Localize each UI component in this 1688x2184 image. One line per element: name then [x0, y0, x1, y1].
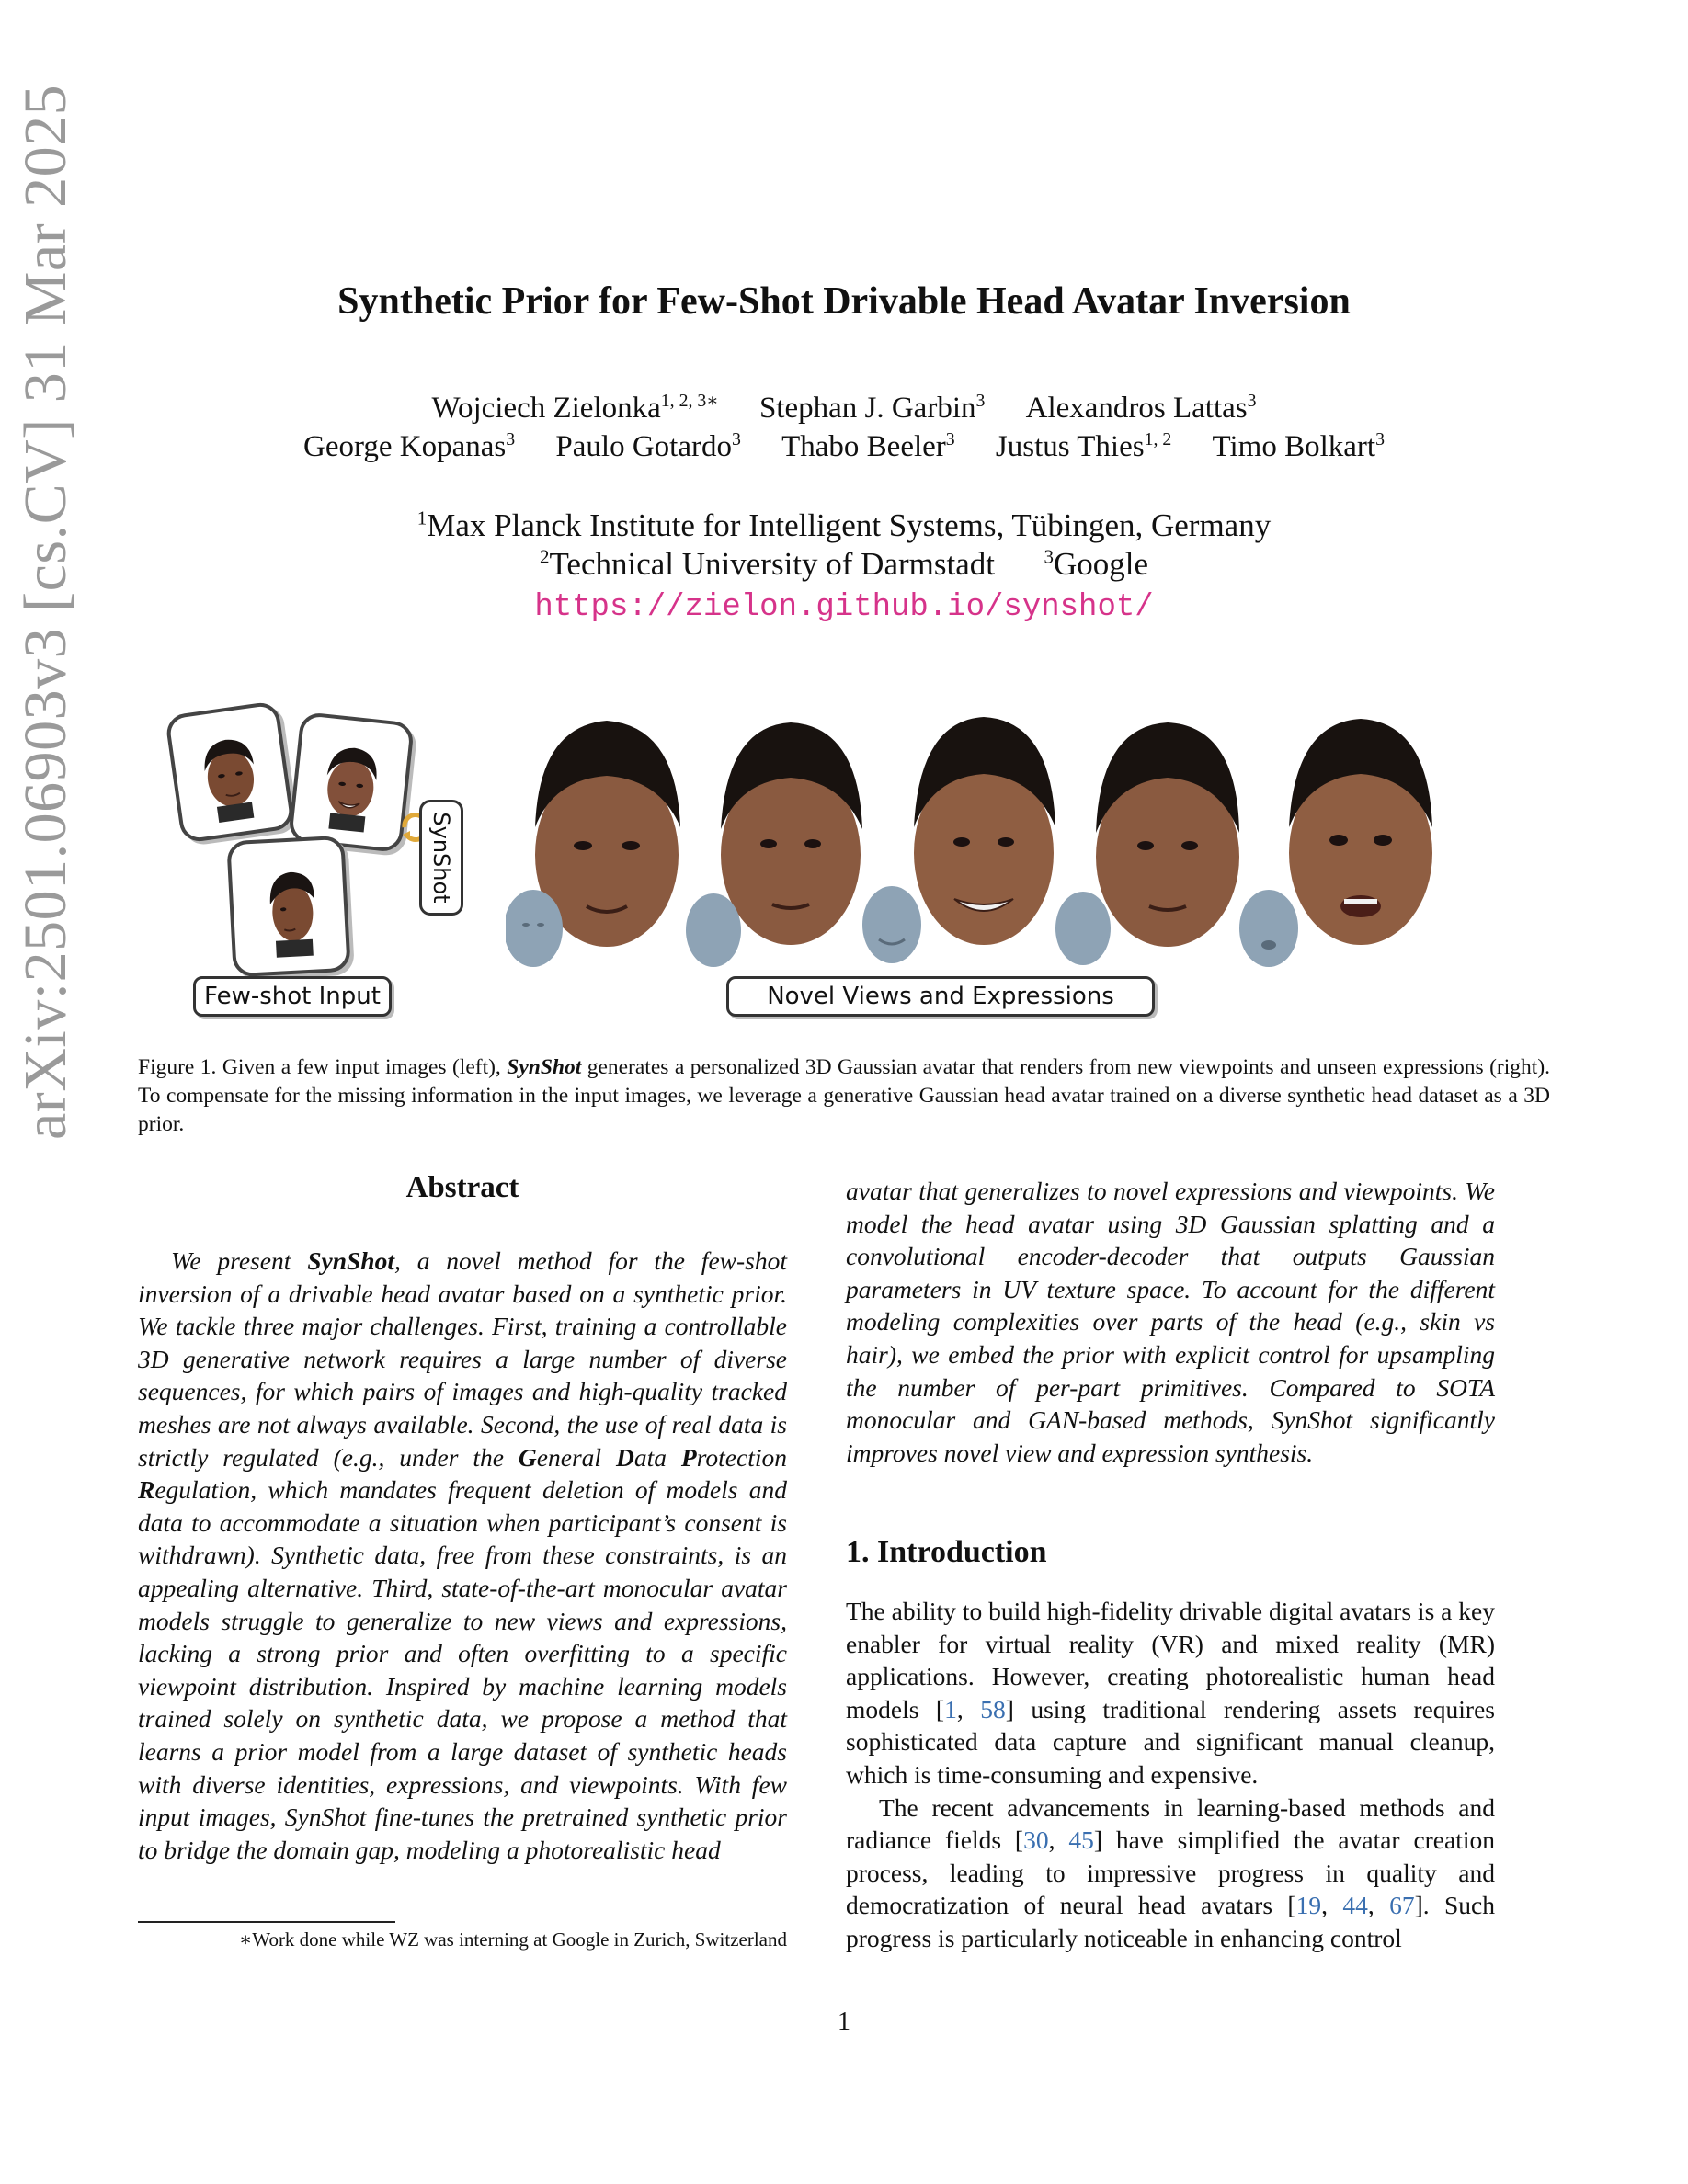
footnote: ∗Work done while WZ was interning at Google in Zurich, Switzerland	[239, 1928, 787, 1951]
arxiv-sidebar-id: arXiv:2501.06903v3 [cs.CV] 31 Mar 2025	[12, 84, 79, 1140]
paper-title: Synthetic Prior for Few-Shot Drivable Head Avatar Inversion	[337, 280, 1351, 323]
author: Alexandros Lattas$^3$	[1025, 391, 1257, 425]
affiliation-1: $^1$Max Planck Institute for Intelligent Systems, Tübingen, Germany	[416, 506, 1272, 543]
page-number: 1	[838, 2008, 850, 2036]
footnote-rule	[138, 1921, 395, 1923]
mesh-head-1	[506, 890, 563, 967]
author: George Kopanas$^3$	[303, 429, 516, 463]
author: Justus Thies$^{1, 2}$	[995, 429, 1172, 463]
mesh-head-5	[1239, 890, 1298, 967]
abstract-heading: Abstract	[405, 1171, 519, 1204]
citation-link[interactable]: 58	[980, 1694, 1006, 1723]
face-photo-profile	[240, 848, 337, 963]
input-photo-card	[288, 711, 415, 853]
synshot-tag: SynShot	[419, 800, 463, 916]
novel-views-label: Novel Views and Expressions	[726, 976, 1155, 1017]
author: Thabo Beeler$^3$	[781, 429, 955, 463]
few-shot-input-label: Few-shot Input	[193, 976, 392, 1017]
face-photo-smiling	[302, 725, 400, 838]
citation-link[interactable]: 19	[1295, 1891, 1322, 1920]
citation-link[interactable]: 30	[1023, 1826, 1049, 1855]
authors-row-2	[0, 430, 1688, 464]
abstract-continued: avatar that generalizes to novel expressions and viewpoints. We model the head avatar using 3D Gaussian splatting and a convolutional encoder-decoder that outputs Gaussian parameters in UV texture space. To account for the different modeling complexities over parts of the head (e.g., skin vs hair), we embed the prior with explicit control for upsampling the number of per-part primitives. Compared to SOTA monocular and GAN-based methods, SynShot significantly improves novel view and expression synthesis.	[846, 1177, 1495, 1467]
input-photo-card	[226, 836, 351, 977]
affiliation-2-3: $^2$Technical University of Darmstadt $^3$Google	[539, 545, 1149, 582]
author: Timo Bolkart$^3$	[1212, 429, 1385, 463]
citation-link[interactable]: 1	[944, 1694, 957, 1723]
input-photo-card	[165, 700, 295, 844]
rendered-head-3	[914, 717, 1055, 945]
section-heading-introduction: 1. Introduction	[846, 1535, 1047, 1569]
citation-link[interactable]: 67	[1389, 1891, 1415, 1920]
citation-link[interactable]: 44	[1342, 1891, 1368, 1920]
authors-row-1	[0, 392, 1688, 426]
teaser-figure	[165, 699, 1489, 1039]
mesh-head-3	[862, 886, 921, 963]
author: Wojciech Zielonka$^{1, 2, 3∗}$	[431, 391, 719, 425]
project-url-link[interactable]: https://zielon.github.io/synshot/	[534, 590, 1154, 625]
figure-caption: Figure 1. Given a few input images (left), SynShot generates a personalized 3D Gaussian avatar that renders from new viewpoints and unseen expressions (right). To compensate for the missing information in the input images, we leverage a generative Gaussian head avatar trained on a diverse synthetic head dataset as a 3D prior.	[138, 1055, 1551, 1136]
face-illustration	[240, 848, 337, 963]
abstract-body: We present SynShot, a novel method for the few-shot inversion of a drivable head avatar based on a synthetic prior. We tackle three major challenges. First, training a controllable 3D generative network requires a large number of diverse sequences, for which pairs of images and high-quality tracked meshes are not always available. Second, the use of real data is strictly regulated (e.g., under the General Data Protection Regulation, which mandates frequent deletion of models and data to accommodate a situation when participant’s consent is withdrawn). Synthetic data, free from these constraints, is an appealing alternative. Third, state-of-the-art monocular avatar models struggle to generalize to new views and expressions, lacking a strong prior and often overfitting to a specific viewpoint distribution. Inspired by machine learning models trained solely on synthetic data, we propose a method that learns a prior model from a large dataset of synthetic heads with diverse identities, expressions, and viewpoints. With few input images, SynShot fine-tunes the pretrained synthetic prior to bridge the domain gap, modeling a photorealistic head	[138, 1246, 787, 1864]
face-illustration	[179, 715, 281, 829]
author: Paulo Gotardo$^3$	[555, 429, 741, 463]
author: Stephan J. Garbin$^3$	[758, 391, 986, 425]
rendered-head-4	[1096, 722, 1239, 947]
novel-view-renders	[506, 699, 1489, 984]
face-photo-frontal	[179, 715, 281, 829]
rendered-head-5	[1289, 719, 1432, 945]
face-illustration	[302, 725, 400, 838]
mesh-head-2	[686, 893, 741, 967]
mesh-head-4	[1055, 892, 1111, 965]
citation-link[interactable]: 45	[1068, 1826, 1094, 1855]
introduction-body: The ability to build high-fidelity drivable digital avatars is a key enabler for virtual reality (VR) and mixed reality (MR) applications. However, creating photorealistic human head models [1, 58] using traditional rendering assets requires sophisticated data capture and significant manual cleanup, which is time-consuming and expensive. The recent advancements in learning-based methods and radiance fields [30, 45] have simplified the avatar creation process, leading to impressive progress in quality and democratization of neural head avatars [19, 44, 67]. Such progress is particularly noticeable in enhancing control	[846, 1597, 1495, 1952]
rendered-head-2	[721, 722, 862, 945]
